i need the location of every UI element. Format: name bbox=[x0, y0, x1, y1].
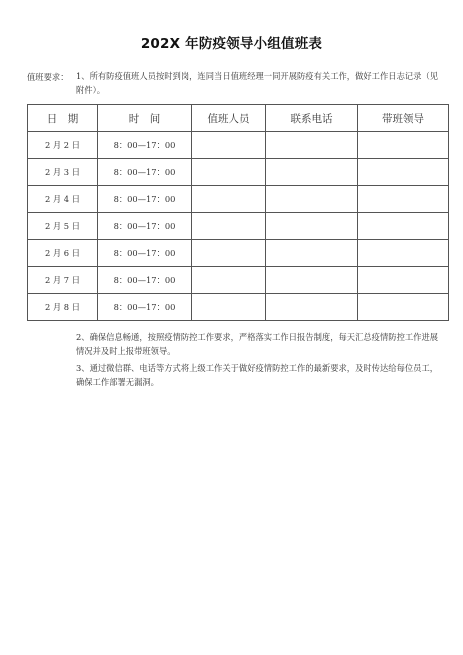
cell-time: 8：00—17：00 bbox=[98, 267, 192, 294]
cell-staff[interactable] bbox=[192, 213, 266, 240]
header-staff: 值班人员 bbox=[192, 105, 266, 132]
cell-time: 8：00—17：00 bbox=[98, 213, 192, 240]
cell-time: 8：00—17：00 bbox=[98, 240, 192, 267]
table-row bbox=[28, 132, 449, 159]
duty-schedule-table bbox=[27, 104, 449, 321]
cell-staff[interactable] bbox=[192, 240, 266, 267]
cell-leader[interactable] bbox=[358, 159, 449, 186]
cell-phone[interactable] bbox=[266, 186, 358, 213]
cell-time: 8：00—17：00 bbox=[98, 294, 192, 321]
cell-staff[interactable] bbox=[192, 294, 266, 321]
header-phone: 联系电话 bbox=[266, 105, 358, 132]
table-header-row bbox=[28, 105, 449, 132]
cell-date: 2 月 7 日 bbox=[28, 267, 98, 294]
cell-time: 8：00—17：00 bbox=[98, 186, 192, 213]
cell-leader[interactable] bbox=[358, 213, 449, 240]
cell-staff[interactable] bbox=[192, 267, 266, 294]
table-row bbox=[28, 267, 449, 294]
cell-date: 2 月 5 日 bbox=[28, 213, 98, 240]
cell-leader[interactable] bbox=[358, 186, 449, 213]
cell-date: 2 月 2 日 bbox=[28, 132, 98, 159]
requirement-paragraph-1: 1、所有防疫值班人员按时到岗，连同当日值班经理一同开展防疫有关工作，做好工作日志记录（见附件）。 bbox=[76, 71, 439, 95]
cell-time: 8：00—17：00 bbox=[98, 159, 192, 186]
cell-date: 2 月 3 日 bbox=[28, 159, 98, 186]
cell-staff[interactable] bbox=[192, 132, 266, 159]
cell-staff[interactable] bbox=[192, 159, 266, 186]
table-row bbox=[28, 186, 449, 213]
cell-leader[interactable] bbox=[358, 294, 449, 321]
cell-date: 2 月 8 日 bbox=[28, 294, 98, 321]
cell-phone[interactable] bbox=[266, 294, 358, 321]
requirement-paragraph-2: 2、确保信息畅通，按照疫情防控工作要求，严格落实工作日报告制度，每天汇总疫情防控工作进展情况并及时上报带班领导。 bbox=[76, 332, 439, 356]
cell-date: 2 月 6 日 bbox=[28, 240, 98, 267]
cell-phone[interactable] bbox=[266, 267, 358, 294]
cell-phone[interactable] bbox=[266, 240, 358, 267]
cell-phone[interactable] bbox=[266, 159, 358, 186]
cell-phone[interactable] bbox=[266, 132, 358, 159]
cell-phone[interactable] bbox=[266, 213, 358, 240]
requirement-paragraph-3: 3、通过微信群、电话等方式将上级工作关于做好疫情防控工作的最新要求，及时传达给每位员工，确保工作部署无漏洞。 bbox=[76, 363, 439, 387]
table-row bbox=[28, 159, 449, 186]
cell-leader[interactable] bbox=[358, 240, 449, 267]
cell-leader[interactable] bbox=[358, 132, 449, 159]
header-time: 时 间 bbox=[98, 105, 192, 132]
cell-time: 8：00—17：00 bbox=[98, 132, 192, 159]
table-row bbox=[28, 240, 449, 267]
header-leader: 带班领导 bbox=[358, 105, 449, 132]
requirements-label: 值班要求： bbox=[27, 72, 69, 82]
table-row bbox=[28, 294, 449, 321]
document-title: 202X 年防疫领导小组值班表 bbox=[140, 36, 323, 52]
cell-date: 2 月 4 日 bbox=[28, 186, 98, 213]
cell-staff[interactable] bbox=[192, 186, 266, 213]
table-row bbox=[28, 213, 449, 240]
cell-leader[interactable] bbox=[358, 267, 449, 294]
header-date: 日 期 bbox=[28, 105, 98, 132]
